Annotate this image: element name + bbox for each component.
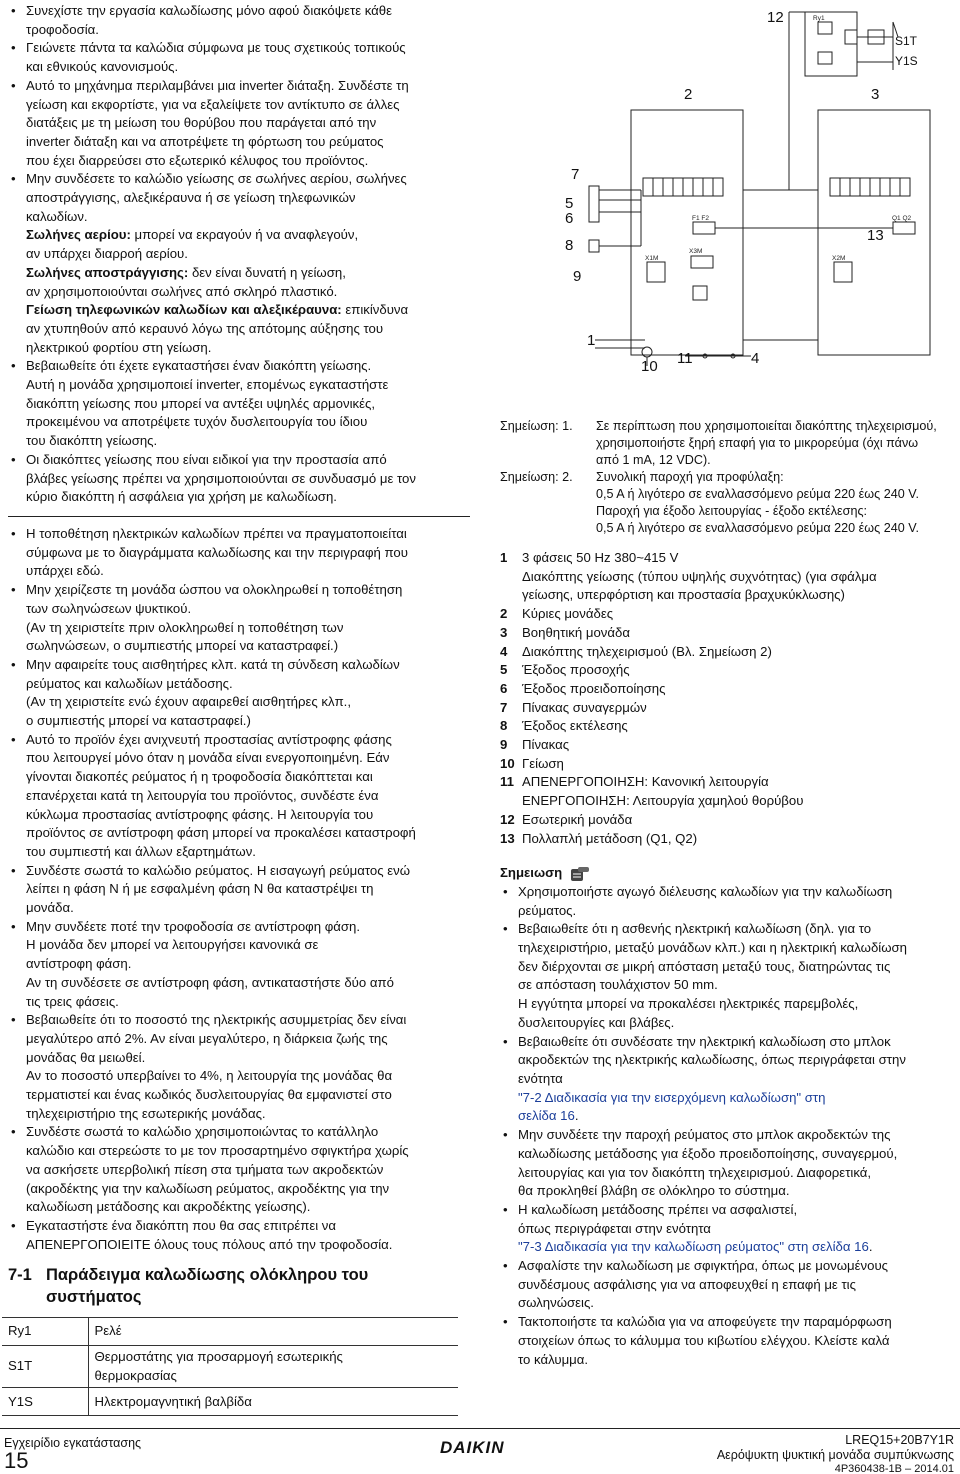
cross-reference-link[interactable]: "7-3 Διαδικασία για την καλωδίωση ρεύματος" στη σελίδα 16 — [518, 1239, 869, 1255]
bullet-item — [8, 862, 470, 918]
left-column — [8, 2, 470, 1254]
bullet-line: • Συνδέστε σωστά το καλώδιο ρεύματος. Η εισαγωγή ρεύματος ενώ — [26, 862, 411, 878]
remark-title: Σημειωση — [500, 865, 563, 881]
section-heading — [8, 1264, 458, 1308]
footer-product: Αερόψυκτη ψυκτική μονάδα συμπύκνωσης — [716, 1447, 954, 1462]
legend-item-number: 6 — [500, 680, 508, 696]
alarm-panel — [589, 186, 599, 222]
gas-line — [26, 226, 470, 245]
legend-item — [500, 624, 956, 643]
bullet-line: • Μην συνδέσετε το καλώδιο γείωσης σε σωλήνες αερίου, σωλήνες — [26, 171, 407, 187]
footer-model: LREQ15+20B7Y1R — [845, 1433, 954, 1447]
legend-item-number: 2 — [500, 606, 508, 622]
legend-desc-line: Θερμοστάτης για προσαρμογή εσωτερικής — [94, 1349, 343, 1364]
legend-item — [500, 717, 956, 736]
bullet-line: ρεύματος. — [518, 902, 577, 918]
label-1: 1 — [587, 332, 596, 349]
main-unit-box — [631, 110, 743, 355]
bullet-line: επανέρχεται κατά τη λειτουργία του προϊόντος, συνδέστε ένα — [26, 787, 379, 803]
legend-row — [2, 1388, 458, 1416]
bullet-item — [8, 1123, 470, 1217]
label-3: 3 — [871, 86, 880, 103]
legend-code: Ry1 — [2, 1318, 88, 1346]
bullet-line: καλωδίωση μετάδοσης και ακροδέκτης γείωσης). — [26, 1199, 311, 1215]
legend-code: S1T — [2, 1346, 88, 1388]
bullet-line: αποστράγγισης, αλεξικέραυνα ή σε γείωση τηλεφωνικών — [26, 190, 356, 206]
note-label: Σημείωση: 2. — [500, 470, 573, 484]
legend-code: Y1S — [2, 1388, 88, 1416]
bullet-line: κύκλωμα προστασίας αντίστροφης φάσης. Η λειτουργία του — [26, 806, 374, 822]
bullet-line: που λειτουργεί μόνο όταν η μονάδα είναι ενεργοποιημένη. Εάν — [26, 750, 390, 766]
bullet-line: του συμπιεστή και άλλων εξαρτημάτων. — [26, 843, 256, 859]
bullet-line: σε απόσταση τουλάχιστον 50 mm. — [518, 977, 718, 993]
legend-item-number: 4 — [500, 643, 508, 659]
bullet-line: διακόπτη γείωσης που μπορεί να αντέξει υψηλές αρμονικές, — [26, 395, 375, 411]
phone-line — [26, 301, 470, 320]
gas-line2: αν υπάρχει διαρροή αερίου. — [26, 246, 188, 262]
f1f2-text: F1 F2 — [692, 215, 709, 222]
legend-item-number: 8 — [500, 718, 508, 734]
bullet-line: • Χρησιμοποιήστε αγωγό διέλευσης καλωδίων για την καλωδίωση — [518, 883, 893, 899]
bullet-item — [8, 2, 470, 39]
bullet-line: • Αυτό το μηχάνημα περιλαμβάνει μια inverter διάταξη. Συνδέστε τη — [26, 77, 409, 93]
legend-desc-line: θερμοκρασίας — [94, 1367, 177, 1383]
legend-item-text — [522, 624, 956, 643]
bullet-line: Η μονάδα δεν μπορεί να λειτουργήσει κανονικά σε — [26, 937, 319, 953]
section-title-text — [46, 1264, 368, 1308]
legend-item-text — [522, 811, 956, 830]
bullet-line: μονάδας θα μειωθεί. — [26, 1049, 146, 1065]
right-column — [500, 418, 956, 1369]
bullet-line: τηλεχειριστήριο της εσωτερικής μονάδας. — [26, 1105, 266, 1121]
legend-item-number: 9 — [500, 737, 508, 753]
q1q2-text: Q1 Q2 — [892, 215, 912, 222]
bullet-line: • Βεβαιωθείτε ότι συνδέσατε την ηλεκτρική καλωδίωση στο μπλοκ — [518, 1033, 891, 1049]
main-x2m — [647, 262, 665, 282]
bullet-item — [500, 1126, 956, 1201]
bullet-item — [500, 920, 956, 1032]
label-2: 2 — [684, 86, 693, 103]
bullet-line: • Μην χειρίζεστε τη μονάδα ώσπου να ολοκληρωθεί η τοποθέτηση — [26, 582, 403, 598]
legend-item — [500, 755, 956, 774]
bullets-top — [8, 2, 470, 226]
bullet-line: μεγαλύτερο από 2%. Αν είναι μεγαλύτερο, η διάρκεια ζωής της — [26, 1030, 388, 1046]
bullet-line: γίνονται διακοπές ρεύματος ή η τροφοδοσία διακόπτεται και — [26, 769, 373, 785]
bullet-line: καλώδιο και στερεώστε το με τον προσαρτημένο σφιγκτήρα χωρίς — [26, 1143, 409, 1159]
bullet-line: • Μην συνδέετε την παροχή ρεύματος στο μπλοκ ακροδεκτών της — [518, 1127, 891, 1143]
bullet-line: τηλεχειριστήριο, μεταξύ μονάδων κλπ.) και η ηλεκτρική καλωδίωση — [518, 940, 907, 956]
bullet-item — [500, 883, 956, 920]
label-4: 4 — [751, 350, 760, 367]
notes-block — [500, 418, 956, 537]
legend-item — [500, 736, 956, 755]
bullet-line: inverter διάταξη και να αποτρέψετε τη φόρτωση του ρεύματος — [26, 133, 384, 149]
bullet-line: Αν τη συνδέσετε σε αντίστροφη φάση, αντικαταστήστε δύο από — [26, 974, 394, 990]
bullet-line: • Βεβαιωθείτε ότι έχετε εγκαταστήσει έναν διακόπτη γείωσης. — [26, 358, 372, 374]
bullet-line: θα προκληθεί βλάβη σε ολόκληρο το σύστημα. — [518, 1183, 790, 1199]
legend-item-number: 12 — [500, 811, 515, 827]
bullet-line: σωληνώσεις. — [518, 1295, 594, 1311]
legend-item-number: 7 — [500, 699, 508, 715]
bullet-line: αντίστροφη φάση. — [26, 956, 132, 972]
bullet-line: διατάξεις με τη μείωση του θορύβου που παράγεται από την — [26, 115, 377, 131]
aux-q1q2 — [893, 222, 915, 234]
legend-item-text — [522, 643, 956, 662]
legend-item-number: 11 — [500, 774, 514, 790]
note-line: χρησιμοποιήστε ξηρή επαφή για το μικρορεύμα (όχι πάνω — [596, 436, 919, 450]
bullet-line: • Συνεχίστε την εργασία καλωδίωσης μόνο αφού διακόψετε κάθε — [26, 3, 393, 18]
footer-doc-code: 4P360438-1B – 2014.01 — [834, 1463, 954, 1474]
legend-item-line: Πίνακας συναγερμών — [522, 699, 647, 715]
legend-item-text — [522, 736, 956, 755]
legend-item-line: Έξοδος εκτέλεσης — [522, 718, 628, 734]
legend-item-line: Διακόπτης γείωσης (τύπου υψηλής συχνότητας) (για σφάλμα — [522, 568, 877, 584]
bullet-item — [8, 451, 470, 507]
bullet-item — [8, 39, 470, 76]
section-number: 7-1 — [8, 1266, 32, 1284]
legend-item-line: Πίνακας — [522, 737, 570, 753]
bullet-line: των σωληνώσεων ψυκτικού. — [26, 600, 192, 616]
label-9: 9 — [573, 268, 582, 285]
x-terminal — [845, 30, 857, 44]
ry1-relay — [818, 22, 832, 34]
note-hand-icon — [570, 865, 590, 883]
wiring-diagram — [555, 0, 960, 385]
bullet-item — [8, 731, 470, 862]
legend-item — [500, 661, 956, 680]
bullet-line: δεν διέρχονται σε μικρή απόσταση μεταξύ τους, διατηρώντας τις — [518, 958, 891, 974]
bullet-line: (Αν τη χειριστείτε ενώ έχουν αφαιρεθεί αισθητήρες κλπ., — [26, 694, 352, 710]
legend-desc — [88, 1346, 458, 1388]
legend-item — [500, 643, 956, 662]
remark-heading — [500, 864, 956, 883]
page-number: 15 — [4, 1448, 29, 1473]
phone-line3: ηλεκτρικού φορτίου στη γείωση. — [26, 339, 212, 355]
legend-item-line: Βοηθητική μονάδα — [522, 624, 630, 640]
aux-x2m — [834, 262, 852, 282]
bullet-item — [8, 581, 470, 656]
bullet-line: ΑΠΕΝΕΡΓΟΠΟΙΕΙΤΕ όλους τους πόλους από την τροφοδοσία. — [26, 1236, 393, 1252]
legend-row — [2, 1318, 458, 1346]
x3m-text: X3M — [689, 248, 703, 255]
bullet-line: να ασκήσετε υπερβολική πίεση στα τμήματα των ακροδεκτών — [26, 1161, 384, 1177]
bullet-line: Αν το ποσοστό υπερβαίνει το 4%, η λειτουργία της μονάδας θα — [26, 1068, 393, 1084]
drain-line — [26, 264, 470, 283]
legend-item — [500, 549, 956, 605]
legend-item — [500, 680, 956, 699]
legend-item-line: Έξοδος προειδοποίησης — [522, 680, 666, 696]
legend-item — [500, 811, 956, 830]
bullet-item — [8, 357, 470, 451]
bullet-item — [500, 1201, 956, 1257]
bullet-line: τερματιστεί και ένας κωδικός δυσλειτουργίας θα εμφανιστεί στο — [26, 1087, 392, 1103]
bullet-line: ενότητα — [518, 1070, 563, 1086]
bullet-line: ο συμπιεστής μπορεί να καταστραφεί.) — [26, 713, 251, 729]
bullets-bottom — [8, 525, 470, 1254]
note-line: 0,5 A ή λιγότερο σε εναλλασσόμενο ρεύμα 220 έως 240 V. — [596, 487, 919, 501]
bullet-item — [500, 1313, 956, 1369]
phone-text: επικίνδυνα — [341, 302, 409, 318]
phone-line2: αν χτυπηθούν από κεραυνό λόγω της απότομης αύξησης του — [26, 320, 384, 336]
bullet-line: και εθνικούς κανονισμούς. — [26, 59, 179, 75]
hazard-block — [8, 226, 470, 357]
bullet-line: • Αυτό το προϊόν έχει ανιχνευτή προστασίας αντίστροφης φάσης — [26, 731, 392, 747]
gas-bold: Σωλήνες αερίου: — [26, 227, 131, 243]
bullet-line: ρεύματος και καλωδίων μετάδοσης. — [26, 675, 233, 691]
legend-item-text — [522, 699, 956, 718]
legend-item-line: Έξοδος προσοχής — [522, 662, 630, 678]
legend-item-text — [522, 830, 956, 849]
bullet-line: βλάβες γείωσης πρέπει να χρησιμοποιούνται σε συνδυασμό με τον — [26, 470, 416, 486]
section-title-line2: συστήματος — [46, 1288, 142, 1306]
bullet-item — [8, 170, 470, 226]
link-suffix: . — [574, 1108, 579, 1124]
bullet-line: γείωση και εκφορτίστε, για να εξαλείψετε τον αντίκτυπο σε άλλες — [26, 96, 400, 112]
drain-text: δεν είναι δυνατή η γείωση, — [188, 264, 346, 280]
label-11: 11 — [677, 350, 693, 367]
bullet-line: • Ασφαλίστε την καλωδίωση με σφιγκτήρα, όπως με μονωμένους — [518, 1258, 889, 1274]
label-7: 7 — [571, 166, 580, 183]
legend-item — [500, 773, 956, 810]
legend-item-line: Εσωτερική μονάδα — [522, 811, 633, 827]
legend-list — [500, 549, 956, 848]
note-line: Σε περίπτωση που χρησιμοποιείται διακόπτης τηλεχειρισμού, — [596, 419, 937, 433]
bullet-line: καλωδίωσης μετάδοσης για έξοδο προειδοποίησης, συναγερμού, — [518, 1145, 898, 1161]
label-5: 5 — [565, 195, 574, 212]
bullet-item — [8, 77, 470, 171]
bullet-line: στοιχείων όπως το κάλυμμα του κιβωτίου ελέγχου. Κλείστε καλά — [518, 1332, 890, 1348]
bullet-line: • Μην αφαιρείτε τους αισθητήρες κλπ. κατά τη σύνδεση καλωδίων — [26, 656, 400, 672]
main-x3m — [691, 256, 713, 268]
bullet-line: • Συνδέστε σωστά το καλώδιο χρησιμοποιώντας το κατάλληλο — [26, 1124, 379, 1140]
page-footer — [0, 1428, 960, 1474]
section-title-line1: Παράδειγμα καλωδίωσης ολόκληρου του — [46, 1266, 369, 1284]
remark-list — [500, 883, 956, 1369]
bullet-line: του διακόπτη γείωσης. — [26, 433, 158, 449]
gas-text: μπορεί να εκραγούν ή να αναφλεγούν, — [130, 227, 359, 243]
cross-reference-link[interactable]: "7-2 Διαδικασία για την εισερχόμενη καλωδίωση" στη — [518, 1089, 826, 1105]
bullet-line: καλωδίων. — [26, 208, 88, 224]
label-8: 8 — [565, 237, 574, 254]
legend-item-number: 3 — [500, 624, 508, 640]
legend-item-text — [522, 717, 956, 736]
bullet-line: ακροδεκτών της ηλεκτρικής καλωδίωσης, όπως περιγράφεται στην — [518, 1052, 906, 1068]
bullet-line: τροφοδοσία. — [26, 21, 99, 37]
footer-right — [717, 1433, 954, 1474]
legend-item-line: Διακόπτης τηλεχειρισμού (Βλ. Σημείωση 2) — [522, 643, 772, 659]
label-10: 10 — [641, 358, 658, 375]
legend-item — [500, 830, 956, 849]
bullet-line: (ακροδέκτης για την καλωδίωση ρεύματος, ακροδέκτης για την — [26, 1180, 390, 1196]
label-13: 13 — [867, 227, 884, 244]
legend-item-number: 10 — [500, 755, 515, 771]
legend-item-line: Κύριες μονάδες — [522, 606, 614, 622]
cross-reference-link[interactable]: σελίδα 16 — [518, 1108, 575, 1124]
legend-item-number: 1 — [500, 550, 508, 565]
bullet-line: • Βεβαιωθείτε ότι η ασθενής ηλεκτρική καλωδίωση (δηλ. για το — [518, 921, 872, 937]
daikin-logo: DAIKIN — [440, 1438, 505, 1457]
legend-item-line: γείωσης, υπερφόρτιση και προστασία βραχυκύκλωσης) — [522, 587, 845, 603]
bullet-line: το κάλυμμα. — [518, 1351, 589, 1367]
run-output — [589, 240, 599, 252]
legend-desc: Ηλεκτρομαγνητική βαλβίδα — [88, 1388, 458, 1416]
x2m-text: X2M — [832, 255, 846, 262]
legend-item-line: ΑΠΕΝΕΡΓΟΠΟΙΗΣΗ: Κανονική λειτουργία — [522, 774, 769, 790]
bullet-line: • Η καλωδίωση μετάδοσης πρέπει να ασφαλιστεί, — [518, 1201, 798, 1217]
bullet-line: Η εγγύτητα μπορεί να προκαλέσει ηλεκτρικές παρεμβολές, — [518, 996, 859, 1012]
bullet-item — [500, 1257, 956, 1313]
label-y1s: Y1S — [895, 54, 918, 68]
bullet-line: Αυτή η μονάδα χρησιμοποιεί inverter, επομένως εγκαταστήστε — [26, 377, 389, 393]
bullet-item — [8, 525, 470, 581]
note-line: Παροχή για έξοδο λειτουργίας - έξοδο εκτέλεσης: — [596, 504, 868, 518]
note-row — [500, 469, 956, 537]
legend-item-line: 3 φάσεις 50 Hz 380~415 V — [522, 550, 679, 565]
bullets-mid — [8, 357, 470, 507]
ry1-text: Ry1 — [813, 15, 825, 22]
main-f1f2 — [693, 222, 715, 234]
legend-item-line: ΕΝΕΡΓΟΠΟΙΗΣΗ: Λειτουργία χαμηλού θορύβου — [522, 793, 804, 809]
bullet-line: συνδέσμους ασφάλισης για να αποφευχθεί η επαφή με τις — [518, 1276, 856, 1292]
legend-item — [500, 699, 956, 718]
bullet-line: δυσλειτουργίες και βλάβες. — [518, 1014, 675, 1030]
legend-item-number: 5 — [500, 662, 508, 678]
bullet-item — [8, 656, 470, 731]
note-line: Συνολική παροχή για προφύλαξη: — [596, 470, 784, 484]
legend-desc: Ρελέ — [88, 1318, 458, 1346]
bullet-line: • Οι διακόπτες γείωσης που είναι ειδικοί για την προστασία από — [26, 451, 387, 467]
bullet-line: (Αν τη χειριστείτε πριν ολοκληρωθεί η τοποθέτηση των — [26, 619, 344, 635]
phone-bold: Γείωση τηλεφωνικών καλωδίων και αλεξικέραυνα: — [26, 302, 342, 318]
footer-manual-title: Εγχειρίδιο εγκατάστασης — [4, 1436, 142, 1450]
bullet-line: σύμφωνα με το διαγράμματα καλωδίωσης και την περιγραφή που — [26, 544, 408, 560]
bullet-line: που έχει διαρρεύσει στο εξωτερικό κέλυφος του προϊόντος. — [26, 152, 369, 168]
legend-item-text — [522, 605, 956, 624]
legend-item — [500, 605, 956, 624]
legend-item-text — [522, 680, 956, 699]
note-line: 0,5 A ή λιγότερο σε εναλλασσόμενο ρεύμα 220 έως 240 V. — [596, 521, 919, 535]
note-row — [500, 418, 956, 469]
bullet-line: λειτουργίας και για τον διακόπτη τηλεχειρισμού. Διαφορετικά, — [518, 1164, 872, 1180]
bullet-line: υπάρχει εδώ. — [26, 563, 104, 579]
bullet-item — [8, 918, 470, 1012]
legend-item-text — [522, 773, 956, 810]
note-line: από 1 mA, 12 VDC). — [596, 453, 711, 467]
bullet-line: προκειμένου να αποτρέψετε τυχόν δυσλειτουργία του ίδιου — [26, 414, 368, 430]
bullet-item — [500, 1033, 956, 1127]
bullet-line: τις τρεις φάσεις. — [26, 993, 119, 1009]
link-suffix: . — [868, 1239, 873, 1255]
legend-item-text — [522, 661, 956, 680]
bullet-line: κύριο διακόπτη ή ασφάλεια για χρήση με καλωδίωση. — [26, 489, 337, 505]
note-label: Σημείωση: 1. — [500, 419, 573, 433]
drain-line2: αν χρησιμοποιούνται σωλήνες από σκληρό πλαστικό. — [26, 283, 338, 299]
main-x4m — [693, 286, 707, 300]
legend-item-text — [522, 549, 956, 605]
indoor-terminal — [818, 52, 832, 64]
bullet-line: σωληνώσεων, ο συμπιεστής μπορεί να καταστραφεί.) — [26, 638, 339, 654]
legend-item-number: 13 — [500, 830, 515, 846]
bullet-line: • Βεβαιωθείτε ότι το ποσοστό της ηλεκτρικής ασυμμετρίας δεν είναι — [26, 1012, 407, 1028]
bullet-line: • Γειώνετε πάντα τα καλώδια σύμφωνα με τους σχετικούς τοπικούς — [26, 40, 406, 56]
bullet-line: μονάδα. — [26, 900, 74, 916]
bullet-line: όπως περιγράφεται στην ενότητα — [518, 1220, 711, 1236]
bullet-line: προϊόντος σε αντίστροφη φάση μπορεί να προκαλέσει καταστροφή — [26, 825, 416, 841]
bullet-line: • Τακτοποιήστε τα καλώδια για να αποφεύγετε την παραμόρφωση — [518, 1314, 892, 1330]
drain-bold: Σωλήνες αποστράγγισης: — [26, 264, 189, 280]
note-text — [596, 418, 956, 469]
x1m-text: X1M — [645, 255, 659, 262]
label-s1t: S1T — [895, 34, 918, 48]
bullet-item — [8, 1011, 470, 1123]
legend-table — [2, 1317, 458, 1416]
legend-item-text — [522, 755, 956, 774]
section-divider — [8, 516, 470, 517]
label-12: 12 — [767, 9, 784, 26]
bullet-line: • Εγκαταστήστε ένα διακόπτη που θα σας επιτρέπει να — [26, 1218, 337, 1233]
legend-row — [2, 1346, 458, 1388]
bullet-line: • Η τοποθέτηση ηλεκτρικών καλωδίων πρέπει να πραγματοποιείται — [26, 525, 407, 541]
bullet-item — [8, 1217, 470, 1254]
legend-item-line: Πολλαπλή μετάδοση (Q1, Q2) — [522, 830, 698, 846]
legend-item-line: Γείωση — [522, 755, 564, 771]
note-text — [596, 469, 956, 537]
label-6: 6 — [565, 210, 574, 227]
bullet-line: λείπει η φάση N ή με εσφαλμένη φάση N θα καταστρέψει τη — [26, 881, 374, 897]
bullet-line: • Μην συνδέετε ποτέ την τροφοδοσία σε αντίστροφη φάση. — [26, 918, 361, 934]
